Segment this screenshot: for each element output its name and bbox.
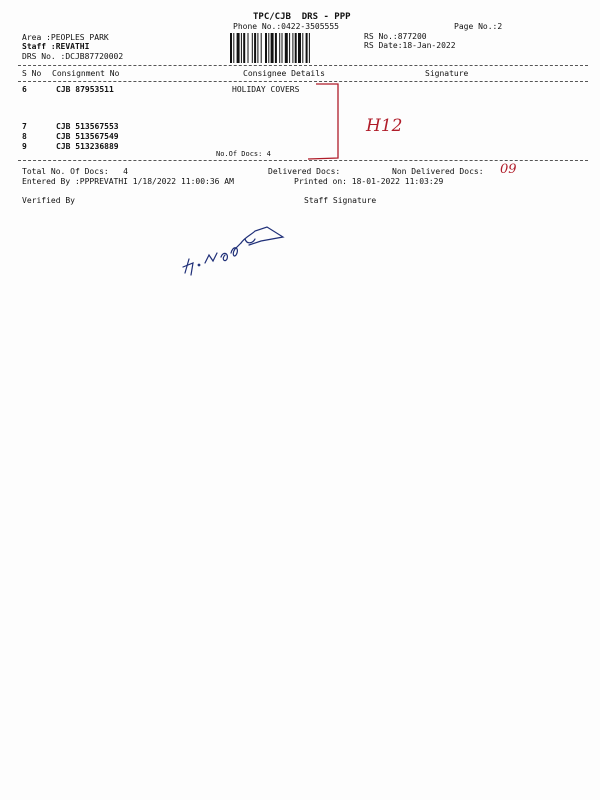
printed-on: Printed on: 18-01-2022 11:03:29 — [294, 177, 444, 186]
staff-signature-label: Staff Signature — [304, 196, 377, 205]
delivered-docs: Delivered Docs: — [268, 167, 341, 176]
phone-number: Phone No.:0422-3505555 — [233, 22, 339, 31]
staff-label: Staff :REVATHI — [22, 42, 90, 51]
barcode-icon — [230, 33, 356, 63]
document-title: TPC/CJB DRS - PPP — [253, 12, 351, 22]
row-consignment: CJB 513236889 — [56, 142, 119, 151]
row-sno: 6 — [22, 85, 27, 94]
column-header-sno: S No — [22, 69, 42, 78]
verified-by-label: Verified By — [22, 196, 75, 205]
column-header-signature: Signature — [425, 69, 469, 78]
non-delivered-docs: Non Delivered Docs: — [392, 167, 484, 176]
handwritten-mark: H12 — [366, 116, 403, 136]
divider — [18, 65, 588, 66]
row-consignment: CJB 513567553 — [56, 122, 119, 131]
row-sno: 8 — [22, 132, 27, 141]
row-sno: 9 — [22, 142, 27, 151]
drs-number: DRS No. :DCJB87720002 — [22, 52, 124, 61]
column-header-consignment: Consignment No — [52, 69, 120, 78]
divider — [18, 160, 588, 161]
signature-icon — [175, 215, 295, 285]
page-number: Page No.:2 — [454, 22, 503, 31]
total-docs: Total No. Of Docs: 4 — [22, 167, 128, 176]
row-consignee: HOLIDAY COVERS — [232, 85, 300, 94]
entered-by: Entered By :PPPREVATHI 1/18/2022 11:00:36 AM — [22, 177, 234, 186]
row-consignment: CJB 513567549 — [56, 132, 119, 141]
row-consignment: CJB 87953511 — [56, 85, 114, 94]
row-sno: 7 — [22, 122, 27, 131]
rs-number: RS No.:877200 — [364, 32, 427, 41]
rs-date: RS Date:18-Jan-2022 — [364, 41, 456, 50]
handwritten-non-delivered-value: 09 — [500, 162, 517, 177]
area-label: Area :PEOPLES PARK — [22, 33, 109, 42]
column-header-consignee: Consignee Details — [243, 69, 325, 78]
no-of-docs: No.Of Docs: 4 — [216, 150, 271, 158]
bracket-mark-icon — [300, 80, 350, 164]
